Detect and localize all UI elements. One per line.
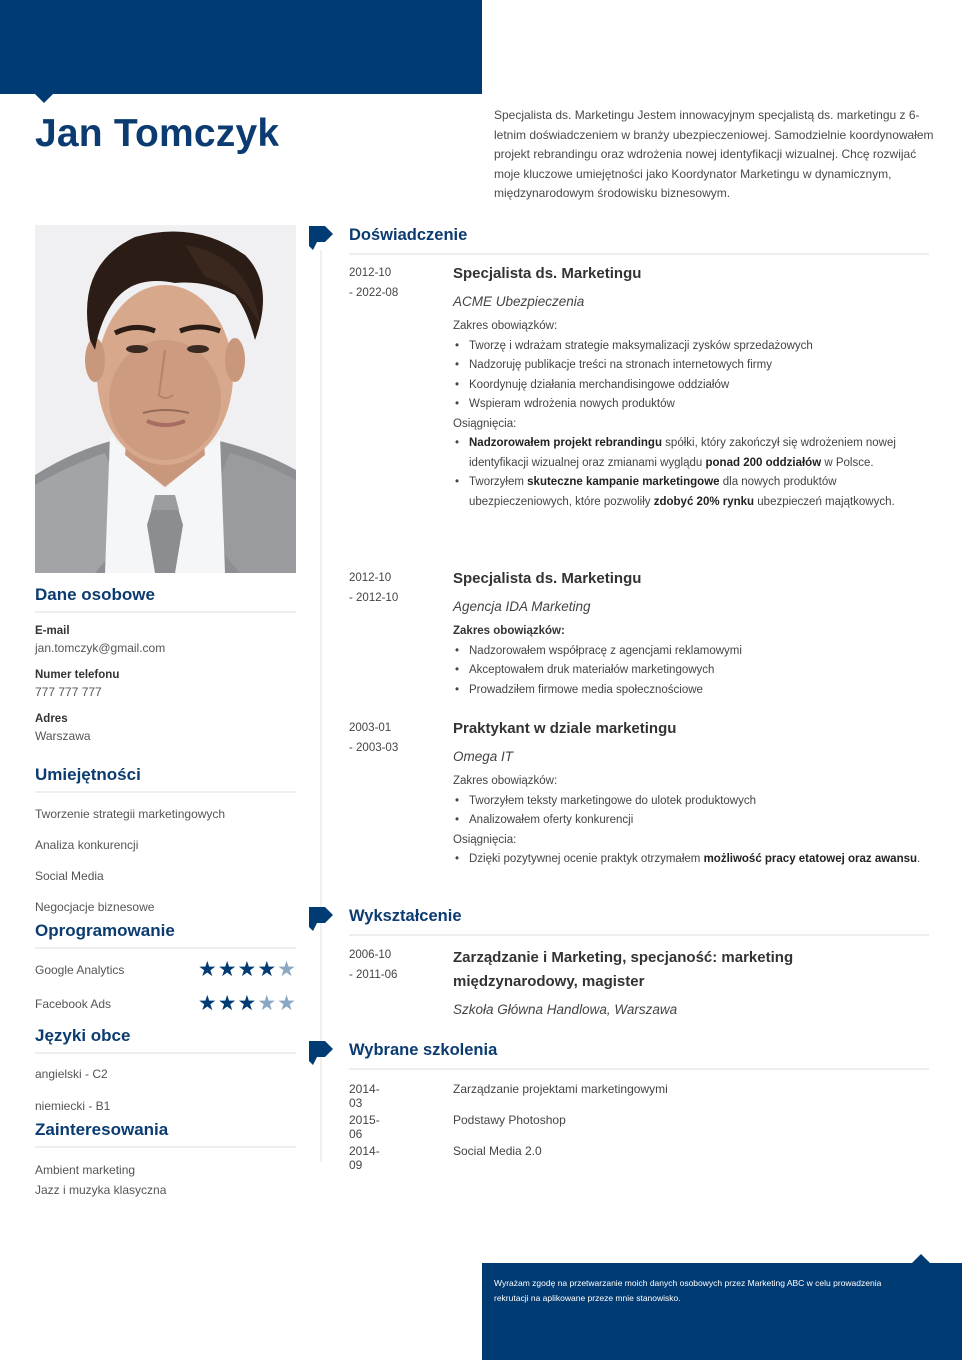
star-empty-icon: ★	[277, 992, 296, 1015]
duty-item: • Analizowałem oferty konkurencji	[453, 811, 923, 831]
star-filled-icon: ★	[257, 958, 277, 981]
rating-stars	[198, 994, 296, 1014]
training-name: Podstawy Photoshop	[453, 1113, 566, 1127]
skills-heading: Umiejętności	[35, 765, 296, 793]
profile-summary: Specjalista ds. Marketingu Jestem innowacyjnym specjalistą ds. marketingu z 6-letnim doświadczeniem w branży ubezpieczeniowej. Samodzielnie koordynowałem projekt rebrandingu oraz wdrożenia nowej identyfikacji wizualnej. Chcę rozwijać moje kluczowe umiejętności jako Koordynator Marketingu w dynamicznym, międzynarodowym środowisku biznesowym.	[494, 108, 934, 200]
achievement-item: • Tworzyłem skuteczne kampanie marketingowe dla nowych produktów ubezpieczeniowych, które pozwoliły zdobyć 20% rynku ubezpieczeń majątkowych.	[453, 473, 923, 512]
achievements-list	[453, 850, 923, 870]
duty-item: • Tworzyłem teksty marketingowe do ulotek produktowych	[453, 792, 923, 812]
entry-dates	[349, 946, 444, 985]
languages-section	[35, 1026, 296, 1120]
timeline-divider	[320, 250, 322, 1162]
portrait-image	[35, 225, 296, 573]
phone-field	[35, 669, 296, 699]
software-name: Google Analytics	[35, 963, 125, 977]
duty-item: • Koordynuję działania merchandisingowe oddziałów	[453, 376, 923, 396]
skill-item: Negocjacje biznesowe	[35, 900, 155, 914]
consent-text: Wyrażam zgodę na przetwarzanie moich danych osobowych przez Marketing ABC w celu prowadzenia rekrutacji na aplikowane przeze mnie stanowisko.	[494, 1278, 882, 1303]
date-to: - 2011-06	[349, 968, 398, 981]
section-flag-icon	[309, 907, 335, 931]
section-rule	[349, 934, 929, 936]
software-heading: Oprogramowanie	[35, 921, 296, 949]
duty-item: • Akceptowałem druk materiałów marketingowych	[453, 661, 923, 681]
phone-value[interactable]: 777 777 777	[35, 685, 102, 699]
personal-section	[35, 585, 296, 743]
interests-heading: Zainteresowania	[35, 1120, 296, 1148]
section-flag-icon	[309, 1041, 335, 1065]
email-value[interactable]: jan.tomczyk@gmail.com	[35, 641, 166, 655]
header-notch	[35, 94, 53, 103]
training-name: Zarządzanie projektami marketingowymi	[453, 1082, 668, 1096]
achievements-label: Osiągnięcia:	[453, 417, 517, 430]
duties-list	[453, 642, 923, 701]
address-value: Warszawa	[35, 729, 91, 743]
languages-heading: Języki obce	[35, 1026, 296, 1054]
experience-heading: Doświadczenie	[349, 226, 468, 244]
trainings-heading: Wybrane szkolenia	[349, 1041, 498, 1059]
personal-heading: Dane osobowe	[35, 585, 296, 613]
section-rule	[349, 1068, 929, 1070]
duties-label: Zakres obowiązków:	[453, 320, 558, 332]
section-flag-icon	[309, 226, 335, 250]
interest-item: Ambient marketing	[35, 1163, 136, 1177]
star-filled-icon: ★	[237, 992, 257, 1015]
interests-section	[35, 1120, 296, 1200]
entry-body	[453, 569, 923, 700]
star-filled-icon: ★	[197, 992, 217, 1015]
star-filled-icon: ★	[217, 958, 237, 981]
star-empty-icon: ★	[277, 958, 296, 981]
training-date: 2014-03	[349, 1082, 380, 1110]
school-name: Szkoła Główna Handlowa, Warszawa	[453, 1002, 678, 1017]
duty-item: • Nadzorowałem współpracę z agencjami reklamowymi	[453, 642, 923, 662]
duties-label: Zakres obowiązków:	[453, 625, 565, 637]
entry-body	[453, 946, 923, 1017]
consent-footer	[482, 1263, 962, 1360]
training-date: 2015-06	[349, 1113, 380, 1141]
footer-notch	[912, 1254, 930, 1263]
date-to: - 2003-03	[349, 741, 399, 754]
skills-section	[35, 765, 296, 921]
skill-item: Social Media	[35, 869, 104, 883]
software-name: Facebook Ads	[35, 997, 112, 1011]
entry-dates	[349, 569, 444, 608]
date-from: 2012-10	[349, 572, 392, 584]
language-item: angielski - C2	[35, 1067, 108, 1081]
star-filled-icon: ★	[197, 958, 217, 981]
degree-title: Zarządzanie i Marketing, specjaność: marketing międzynarodowy, magister	[453, 949, 794, 990]
achievement-item: • Dzięki pozytywnej ocenie praktyk otrzymałem możliwość pracy etatowej oraz awansu.	[453, 850, 923, 870]
software-item	[35, 987, 296, 1021]
duty-item: • Prowadziłem firmowe media społecznościowe	[453, 681, 923, 701]
duty-item: • Nadzoruję publikacje treści na stronach internetowych firmy	[453, 356, 923, 376]
section-rule	[349, 253, 929, 255]
skill-item: Analiza konkurencji	[35, 838, 139, 852]
training-date: 2014-09	[349, 1144, 380, 1172]
skill-item: Tworzenie strategii marketingowych	[35, 807, 226, 821]
star-filled-icon: ★	[217, 992, 237, 1015]
email-field	[35, 625, 296, 655]
duties-list	[453, 337, 923, 415]
job-title: Specjalista ds. Marketingu	[453, 265, 642, 282]
header-band	[0, 0, 482, 94]
star-empty-icon: ★	[257, 992, 277, 1015]
training-name: Social Media 2.0	[453, 1144, 542, 1158]
star-filled-icon: ★	[237, 958, 257, 981]
entry-body	[453, 264, 923, 512]
duties-label: Zakres obowiązków:	[453, 775, 558, 787]
date-to: - 2012-10	[349, 591, 399, 604]
entry-dates	[349, 264, 444, 303]
job-title: Praktykant w dziale marketingu	[453, 720, 677, 737]
date-from: 2003-01	[349, 722, 392, 734]
duty-item: • Wspieram wdrożenia nowych produktów	[453, 395, 923, 415]
duty-item: • Tworzę i wdrażam strategie maksymalizacji zysków sprzedażowych	[453, 337, 923, 357]
date-from: 2012-10	[349, 267, 392, 279]
job-title: Specjalista ds. Marketingu	[453, 570, 642, 587]
candidate-name: Jan Tomczyk	[35, 112, 280, 155]
company-name: Omega IT	[453, 749, 514, 764]
achievements-label: Osiągnięcia:	[453, 833, 517, 846]
address-label: Adres	[35, 713, 68, 725]
achievement-item: • Nadzorowałem projekt rebrandingu spółki, który zakończył się wdrożeniem nowej identyfikacji wizualnej oraz zmianami wyglądu ponad 200 oddziałów w Polsce.	[453, 434, 923, 473]
address-field	[35, 713, 296, 743]
date-to: - 2022-08	[349, 286, 399, 299]
date-from: 2006-10	[349, 949, 392, 961]
entry-dates	[349, 719, 444, 758]
email-label: E-mail	[35, 625, 70, 637]
software-section	[35, 921, 296, 1021]
entry-body	[453, 719, 923, 870]
rating-stars	[198, 960, 296, 980]
left-column	[35, 585, 296, 1200]
profile-photo	[35, 225, 296, 573]
phone-label: Numer telefonu	[35, 669, 120, 681]
achievements-list	[453, 434, 923, 512]
education-heading: Wykształcenie	[349, 907, 462, 925]
software-item	[35, 953, 296, 987]
company-name: Agencja IDA Marketing	[453, 599, 591, 614]
duties-list	[453, 792, 923, 831]
company-name: ACME Ubezpieczenia	[453, 294, 585, 309]
language-item: niemiecki - B1	[35, 1099, 111, 1113]
interest-item: Jazz i muzyka klasyczna	[35, 1183, 167, 1197]
